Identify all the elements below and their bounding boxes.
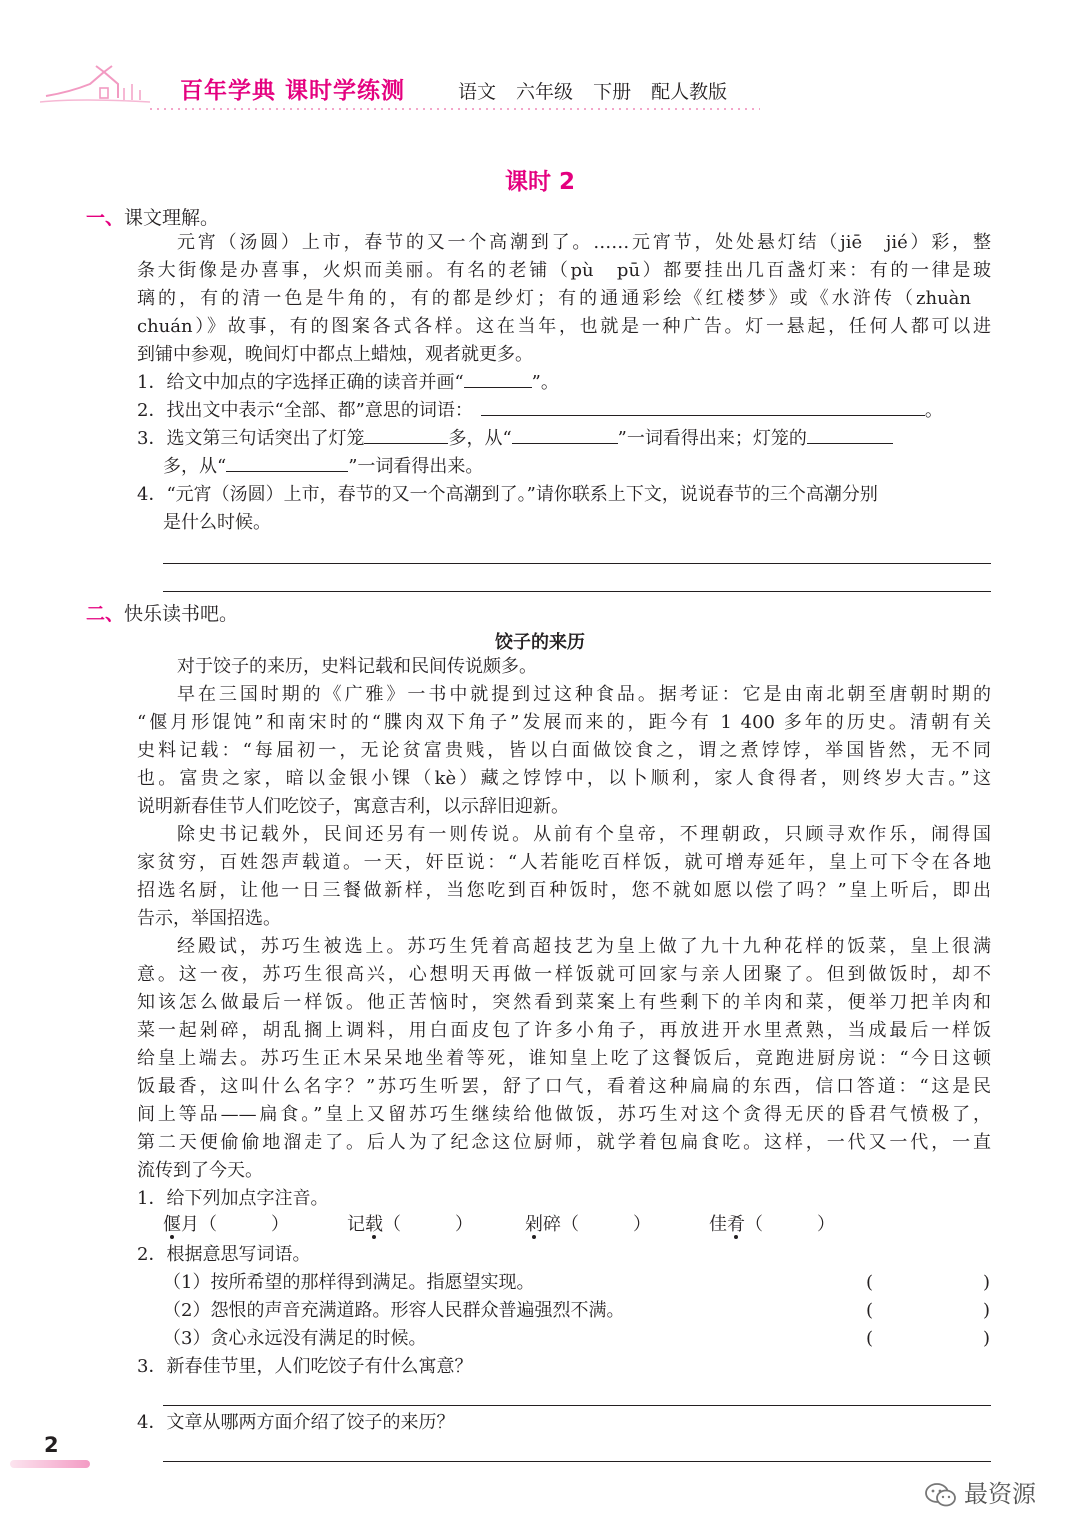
section2-title: 快乐读书吧。: [124, 603, 239, 625]
watermark-text: 最资源: [964, 1480, 1036, 1508]
story-title: 饺子的来历: [495, 632, 585, 653]
s1-question-3-line-1: [137, 425, 893, 453]
pinyin-2-pre: 记: [347, 1214, 365, 1235]
s2-passage-line-16: 饭最香，这叫什么名字？”苏巧生听罢，舒了口气，看着这种扁扁的东西，信口答道：“这是民: [137, 1076, 991, 1097]
page-number: 2: [44, 1433, 59, 1457]
pinyin-1-dotted-char: 偃: [163, 1214, 181, 1235]
s2-passage-line-17: 间上等品——扁食。”皇上又留苏巧生继续给他做饭，苏巧生对这个贪得无厌的昏君气愤极了，: [137, 1104, 991, 1125]
s2-passage-line-2: 早在三国时期的《广雅》一书中就提到过这种食品。据考证：它是由南北朝至唐朝时期的: [177, 684, 991, 705]
section2-number: 二、: [86, 603, 125, 625]
s1-q3-blank-4[interactable]: [226, 454, 348, 472]
chat-bubble-icon: [924, 1481, 958, 1509]
s1-passage-line-1: 元宵（汤圆）上市，春节的又一个高潮到了。……元宵节，处处悬灯结（jiē jié）彩，整: [177, 232, 991, 253]
s2-passage-line-19: 流传到了今天。: [137, 1160, 263, 1181]
section1-title: 课文理解。: [124, 207, 220, 229]
pinyin-row: [163, 1211, 883, 1239]
section2-heading: [86, 599, 238, 626]
s2-passage-line-14: 菜一起剁碎，胡乱搁上调料，用白面皮包了许多小角子，再放进开水里煮熟，当成最后一样饭: [137, 1020, 991, 1041]
s2-q2-item-1: （1）按所希望的那样得到满足。指愿望实现。: [163, 1272, 535, 1293]
s1-q3-blank-2[interactable]: [512, 426, 618, 444]
page-header: [40, 62, 740, 112]
pinyin-4-pre: 佳: [709, 1214, 727, 1235]
s2-q2-item-3: （3）贪心永远没有满足的时候。: [163, 1328, 427, 1349]
pinyin-2-post: （ ）: [383, 1214, 473, 1235]
s1-q3-blank-1[interactable]: [364, 426, 448, 444]
s1-q1-blank[interactable]: [464, 370, 532, 388]
pinyin-4-post: （ ）: [745, 1214, 835, 1235]
s1-q3-a: 3．选文第三句话突出了灯笼: [137, 428, 365, 449]
s2-question-4: 4．文章从哪两方面介绍了饺子的来历？: [137, 1412, 455, 1433]
s2-passage-line-7: 除史书记载外，民间还另有一则传说。从前有个皇帝，不理朝政，只顾寻欢作乐，闹得国: [177, 824, 991, 845]
s2-question-1: 1．给下列加点字注音。: [137, 1188, 329, 1209]
s1-q3-b: 多，从“: [448, 428, 512, 449]
pinyin-item-1[interactable]: [163, 1211, 289, 1239]
s1-q3-e: ”一词看得出来。: [348, 456, 484, 477]
s2-passage-line-13: 知该怎么做最后一样饭。他正苦恼时，突然看到菜案上有些剩下的羊肉和菜，便举刀把羊肉和: [137, 992, 991, 1013]
s2-passage-line-12: 意。这一夜，苏巧生很高兴，心想明天再做一样饭就可回家与亲人团聚了。但到做饭时，却不: [137, 964, 991, 985]
s1-q3-blank-3[interactable]: [807, 426, 893, 444]
pinyin-item-2[interactable]: [347, 1211, 473, 1239]
paren-close: ): [982, 1328, 990, 1349]
book-subject: 语文 六年级 下册 配人教版: [458, 81, 728, 103]
s1-question-3-line-2: [163, 453, 483, 481]
s1-q4-answer-line-2[interactable]: [163, 591, 991, 592]
s1-q3-d: 多，从“: [163, 456, 227, 477]
s1-question-1: [137, 369, 559, 397]
s2-passage-line-11: 经殿试，苏巧生被选上。苏巧生凭着高超技艺为皇上做了九十九种花样的饭菜，皇上很满: [177, 936, 991, 957]
page-number-bar: [10, 1460, 90, 1468]
s2-passage-line-3: “偃月形馄饨”和南宋时的“䐑肉双下角子”发展而来的，距今有 1 400 多年的历史。清朝有关: [137, 712, 991, 733]
s1-q1-text: 1．给文中加点的字选择正确的读音并画“: [137, 372, 464, 393]
s1-q2-blank[interactable]: [481, 398, 925, 416]
s2-q3-answer-line[interactable]: [163, 1405, 991, 1406]
s2-q2-answer-1[interactable]: [866, 1269, 990, 1297]
pinyin-1-post: 月（ ）: [181, 1214, 289, 1235]
paren-close: ): [982, 1272, 990, 1293]
lesson-title: 课时 2: [504, 169, 575, 195]
s2-q2-item-2: （2）怨恨的声音充满道路。形容人民群众普遍强烈不满。: [163, 1300, 625, 1321]
brand-title: 百年学典 课时学练测: [180, 78, 406, 104]
s1-q2-end: 。: [924, 400, 943, 421]
house-logo-icon: [40, 62, 160, 108]
s2-passage-line-6: 说明新春佳节人们吃饺子，寓意吉利，以示辞旧迎新。: [137, 796, 569, 817]
s1-passage-line-4: chuán）》故事，有的图案各式各样。这在当年，也就是一种广告。灯一悬起，任何人都可以进: [137, 316, 991, 337]
pinyin-4-dotted-char: 肴: [727, 1214, 745, 1235]
paren-open: (: [866, 1328, 874, 1349]
pinyin-item-3[interactable]: [525, 1211, 651, 1239]
s1-passage-line-3: 璃的，有的清一色是牛角的，有的都是纱灯；有的通通彩绘《红楼梦》或《水浒传（zhuàn: [137, 288, 971, 309]
s2-passage-line-10: 告示，举国招选。: [137, 908, 281, 929]
pinyin-3-dotted-char: 剁: [525, 1214, 543, 1235]
s2-q2-answer-2[interactable]: [866, 1297, 990, 1325]
s2-q2-answer-3[interactable]: [866, 1325, 990, 1353]
paren-open: (: [866, 1300, 874, 1321]
pinyin-item-4[interactable]: [709, 1211, 835, 1239]
paren-close: ): [982, 1300, 990, 1321]
pinyin-3-post: 碎（ ）: [543, 1214, 651, 1235]
dotted-divider: [40, 106, 760, 112]
section1-heading: [86, 203, 219, 230]
s2-passage-line-18: 第二天便偷偷地溜走了。后人为了纪念这位厨师，就学着包扁食吃。这样，一代又一代，一直: [137, 1132, 991, 1153]
s2-question-3: 3．新春佳节里，人们吃饺子有什么寓意？: [137, 1356, 473, 1377]
watermark: [924, 1474, 1036, 1510]
s1-q3-c: ”一词看得出来；灯笼的: [617, 428, 807, 449]
s1-passage-line-5: 到铺中参观，晚间灯中都点上蜡烛，观者就更多。: [137, 344, 533, 365]
s2-passage-line-9: 招选名厨，让他一日三餐做新样，当您吃到百种饭时，您不就如愿以偿了吗？”皇上听后，即出: [137, 880, 991, 901]
section1-number: 一、: [86, 207, 125, 229]
paren-open: (: [866, 1272, 874, 1293]
s2-passage-line-4: 史料记载：“每届初一，无论贫富贵贱，皆以白面做饺食之，谓之煮饽饽，举国皆然，无不同: [137, 740, 991, 761]
s1-passage-line-2: 条大街像是办喜事，火炽而美丽。有名的老铺（pù pū）都要挂出几百盏灯来：有的一律是玻: [137, 260, 991, 281]
s2-passage-line-5: 也。富贵之家，暗以金银小锞（kè）藏之饽饽中，以卜顺利，家人食得者，则终岁大吉。”这: [137, 768, 991, 789]
s1-q2-text: 2．找出文中表示“全部、都”意思的词语：: [137, 400, 473, 421]
pinyin-2-dotted-char: 载: [365, 1214, 383, 1235]
s2-q4-answer-line[interactable]: [163, 1461, 991, 1462]
s2-passage-line-1: 对于饺子的来历，史料记载和民间传说颇多。: [177, 656, 537, 677]
s2-passage-line-8: 家贫穷，百姓怨声载道。一天，奸臣说：“人若能吃百样饭，就可增寿延年，皇上可下令在各地: [137, 852, 991, 873]
s1-question-2: [137, 397, 991, 425]
s1-question-4-line-2: 是什么时候。: [163, 512, 271, 533]
s2-passage-line-15: 给皇上端去。苏巧生正木呆呆地坐着等死，谁知皇上吃了这餐饭后，竟跑进厨房说：“今日这顿: [137, 1048, 991, 1069]
s1-q1-end: ”。: [531, 372, 559, 393]
s1-question-4-line-1: 4．“元宵（汤圆）上市，春节的又一个高潮到了。”请你联系上下文，说说春节的三个高潮分别: [137, 484, 878, 505]
s1-q4-answer-line-1[interactable]: [163, 563, 991, 564]
s2-question-2: 2．根据意思写词语。: [137, 1244, 311, 1265]
